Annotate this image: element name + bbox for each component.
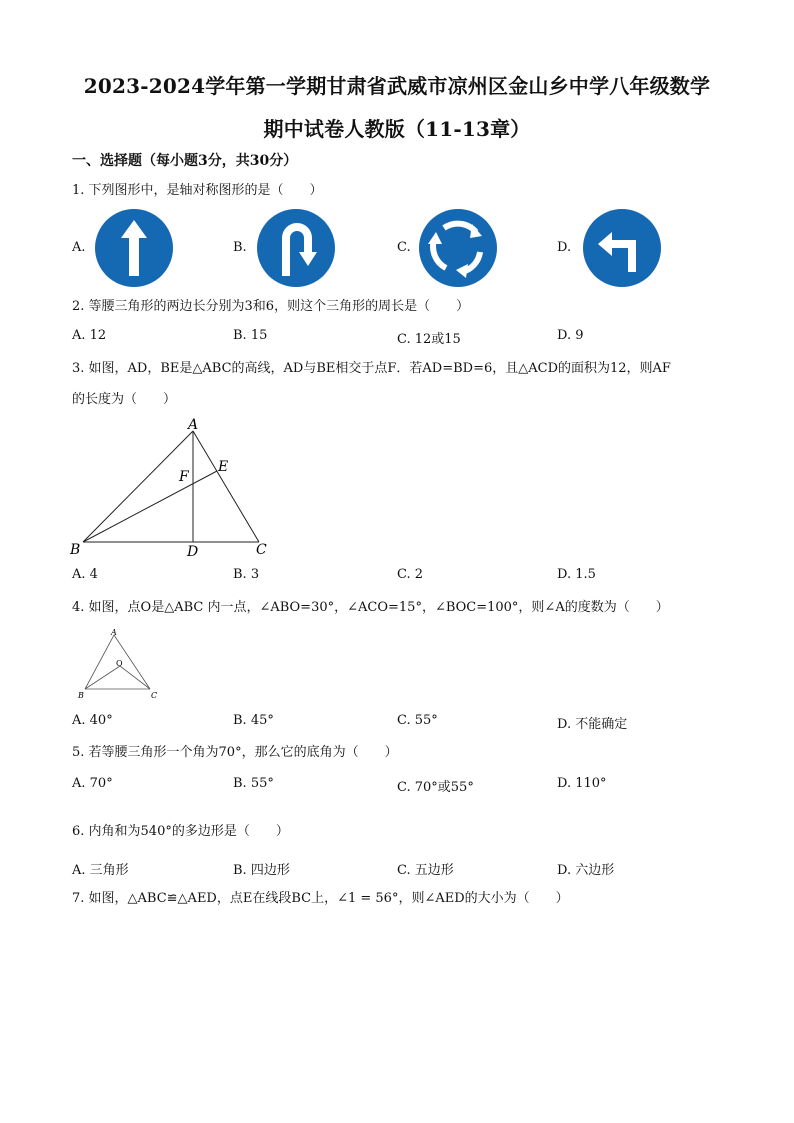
q4-label-c: C — [151, 691, 158, 700]
section-heading: 一、选择题（每小题3分，共30分） — [72, 153, 298, 169]
q3-triangle-figure — [66, 414, 286, 562]
q5-option-b: B. 55° — [233, 776, 274, 791]
q3-option-c: C. 2 — [397, 567, 424, 582]
q3-label-a: A — [188, 417, 199, 433]
question-3-stem-line1: 3. 如图，AD，BE是△ABC的高线，AD与BE相交于点F．若AD=BD=6，且△ACD的面积为12，则AF — [72, 361, 671, 376]
roundabout-sign-icon — [418, 208, 498, 288]
q6-option-b: B. 四边形 — [233, 863, 290, 878]
q6-option-c: C. 五边形 — [397, 863, 454, 878]
question-1-stem: 1. 下列图形中，是轴对称图形的是（ ） — [72, 183, 323, 198]
q5-option-d: D. 110° — [557, 776, 607, 791]
q5-option-c: C. 70°或55° — [397, 780, 474, 795]
question-5-stem: 5. 若等腰三角形一个角为70°，那么它的底角为（ ） — [72, 745, 398, 760]
q4-label-b: B — [78, 691, 84, 700]
q6-option-d: D. 六边形 — [557, 863, 615, 878]
q4-triangle-figure — [74, 626, 166, 702]
q3-option-b: B. 3 — [233, 567, 260, 582]
q4-option-d: D. 不能确定 — [557, 717, 628, 732]
left-turn-sign-icon — [582, 208, 662, 288]
straight-arrow-sign-icon — [94, 208, 174, 288]
q5-option-a: A. 70° — [72, 776, 113, 791]
question-2-stem: 2. 等腰三角形的两边长分别为3和6，则这个三角形的周长是（ ） — [72, 299, 470, 314]
q2-option-a: A. 12 — [72, 328, 107, 343]
q1-option-d-label: D. — [557, 240, 572, 255]
q3-label-b: B — [70, 542, 81, 558]
q6-option-a: A. 三角形 — [72, 863, 129, 878]
q4-label-a: A — [111, 628, 117, 637]
question-4-stem: 4. 如图，点O是△ABC 内一点，∠ABO=30°，∠ACO=15°，∠BOC=100°，则∠A的度数为（ ） — [72, 600, 669, 615]
exam-title-line1: 2023-2024学年第一学期甘肃省武威市凉州区金山乡中学八年级数学 — [83, 74, 711, 98]
q3-option-d: D. 1.5 — [557, 567, 596, 582]
q4-option-c: C. 55° — [397, 713, 438, 728]
q3-label-e: E — [218, 459, 229, 475]
q3-label-c: C — [256, 542, 267, 558]
q2-option-b: B. 15 — [233, 328, 268, 343]
q4-label-o: O — [116, 659, 123, 668]
q3-option-a: A. 4 — [72, 567, 98, 582]
question-7-stem: 7. 如图，△ABC≌△AED，点E在线段BC上，∠1 = 56°，则∠AED的大小为（ ） — [72, 891, 569, 906]
q3-label-d: D — [187, 544, 199, 560]
question-3-stem-line2: 的长度为（ ） — [72, 392, 177, 407]
q1-option-b-label: B. — [233, 240, 247, 255]
u-turn-sign-icon — [256, 208, 336, 288]
q1-option-a-label: A. — [72, 240, 86, 255]
exam-title-line2: 期中试卷人教版（11-13章） — [263, 117, 531, 141]
q2-option-c: C. 12或15 — [397, 332, 461, 347]
q4-option-b: B. 45° — [233, 713, 274, 728]
q1-option-c-label: C. — [397, 240, 411, 255]
q4-option-a: A. 40° — [72, 713, 113, 728]
q2-option-d: D. 9 — [557, 328, 584, 343]
q3-label-f: F — [179, 469, 189, 485]
question-6-stem: 6. 内角和为540°的多边形是（ ） — [72, 824, 289, 839]
